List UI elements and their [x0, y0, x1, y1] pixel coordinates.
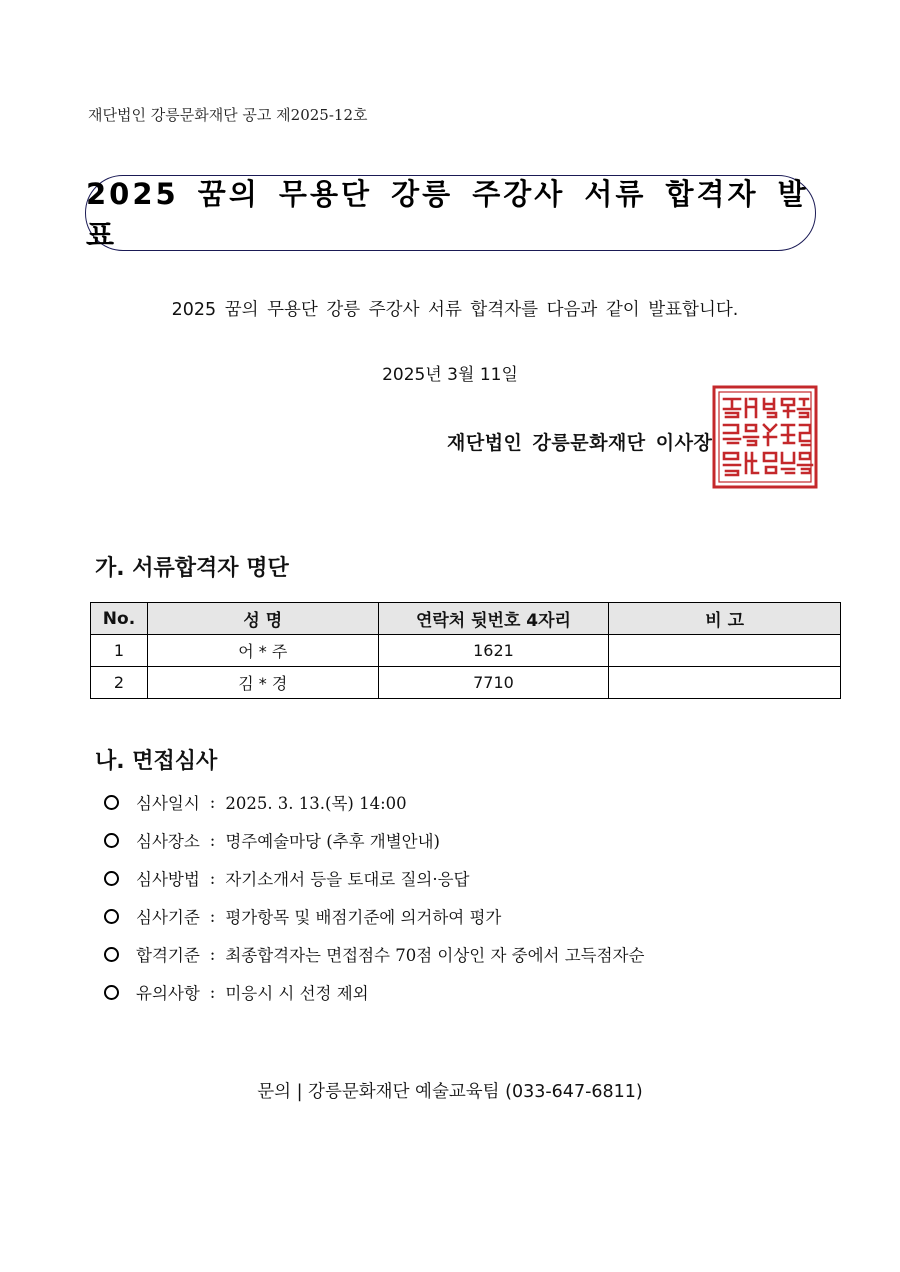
cell-phone: 1621: [378, 635, 609, 667]
table-row: [91, 667, 841, 699]
table-header-row: [91, 603, 841, 635]
section-a-heading: 가. 서류합격자 명단: [95, 556, 289, 581]
cell-note: [609, 635, 841, 667]
col-header-no: No.: [91, 603, 148, 635]
item-value: 2025. 3. 13.(목) 14:00: [225, 794, 407, 813]
cell-name: 어 * 주: [147, 635, 378, 667]
circle-bullet-icon: [104, 795, 119, 810]
list-item: 심사방법 : 자기소개서 등을 토대로 질의·응답: [104, 866, 469, 890]
item-label: 합격기준: [136, 946, 200, 965]
table-row: [91, 635, 841, 667]
cell-no: 2: [91, 667, 148, 699]
notice-number: 재단법인 강릉문화재단 공고 제2025-12호: [88, 106, 368, 124]
issuer-name: 재단법인 강릉문화재단 이사장: [447, 432, 713, 454]
item-label: 유의사항: [136, 984, 200, 1003]
item-value: 자기소개서 등을 토대로 질의·응답: [225, 870, 470, 889]
intro-text: 2025 꿈의 무용단 강릉 주강사 서류 합격자를 다음과 같이 발표합니다.: [171, 300, 739, 320]
section-b-heading: 나. 면접심사: [95, 749, 218, 774]
announcement-date: 2025년 3월 11일: [382, 365, 518, 385]
item-label: 심사일시: [136, 794, 200, 813]
passed-candidates-table: [90, 602, 841, 699]
col-header-note: 비 고: [609, 603, 841, 635]
page-title: 2025 꿈의 무용단 강릉 주강사 서류 합격자 발표: [86, 177, 809, 252]
cell-no: 1: [91, 635, 148, 667]
list-item: 유의사항 : 미응시 시 선정 제외: [104, 980, 369, 1004]
circle-bullet-icon: [104, 947, 119, 962]
col-header-phone: 연락처 뒷번호 4자리: [378, 603, 609, 635]
item-label: 심사장소: [136, 832, 200, 851]
contact-info: 문의 | 강릉문화재단 예술교육팀 (033-647-6811): [257, 1082, 643, 1102]
col-header-name: 성 명: [147, 603, 378, 635]
item-value: 명주예술마당 (추후 개별안내): [225, 832, 440, 851]
circle-bullet-icon: [104, 909, 119, 924]
list-item: 심사일시 : 2025. 3. 13.(목) 14:00: [104, 790, 407, 814]
list-item: 합격기준 : 최종합격자는 면접점수 70점 이상인 자 중에서 고득점자순: [104, 942, 644, 966]
circle-bullet-icon: [104, 985, 119, 1000]
item-value: 최종합격자는 면접점수 70점 이상인 자 중에서 고득점자순: [225, 946, 645, 965]
list-item: 심사장소 : 명주예술마당 (추후 개별안내): [104, 828, 440, 852]
official-seal-icon: [712, 385, 818, 489]
circle-bullet-icon: [104, 833, 119, 848]
list-item: 심사기준 : 평가항목 및 배점기준에 의거하여 평가: [104, 904, 501, 928]
item-label: 심사방법: [136, 870, 200, 889]
item-value: 미응시 시 선정 제외: [225, 984, 369, 1003]
item-label: 심사기준: [136, 908, 200, 927]
circle-bullet-icon: [104, 871, 119, 886]
title-box: [85, 175, 816, 251]
item-value: 평가항목 및 배점기준에 의거하여 평가: [225, 908, 502, 927]
cell-name: 김 * 경: [147, 667, 378, 699]
cell-phone: 7710: [378, 667, 609, 699]
cell-note: [609, 667, 841, 699]
